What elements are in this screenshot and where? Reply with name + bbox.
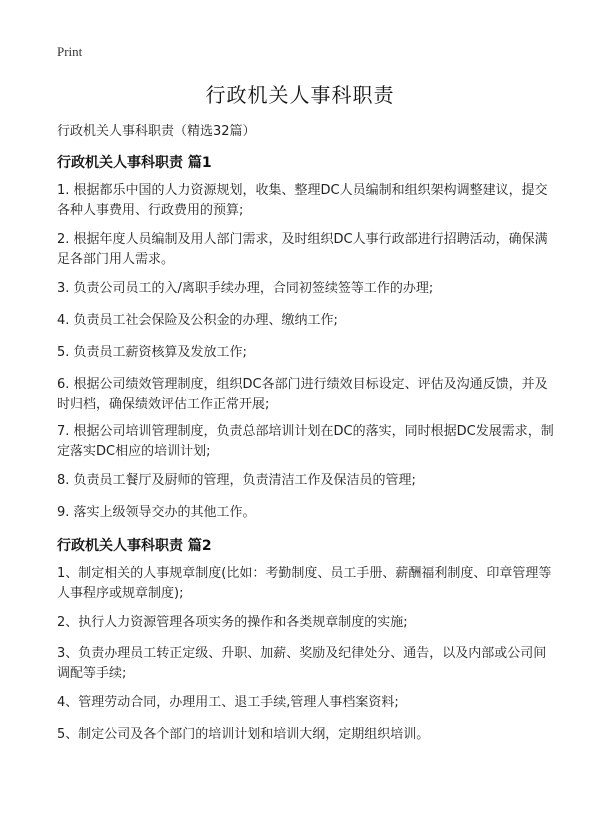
section-1-item-3: 3. 负责公司员工的入/离职手续办理，合同初签续签等工作的办理; bbox=[57, 281, 434, 296]
section-2-item-3: 3、负责办理员工转正定级、升职、加薪、奖励及纪律处分、通告，以及内部或公司间调配等手续; bbox=[57, 646, 547, 681]
section-2-item-5: 5、制定公司及各个部门的培训计划和培训大纲，定期组织培训。 bbox=[57, 727, 430, 742]
section-1-item-2: 2. 根据年度人员编制及用人部门需求，及时组织DC人事行政部进行招聘活动，确保满足各部门用人需求。 bbox=[57, 232, 548, 267]
document-title: 行政机关人事科职责 bbox=[205, 83, 395, 107]
print-link[interactable]: Print bbox=[57, 44, 83, 59]
section-1-item-8: 8. 负责员工餐厅及厨师的管理，负责清洁工作及保洁员的管理; bbox=[57, 473, 416, 488]
section-1-item-4: 4. 负责员工社会保险及公积金的办理、缴纳工作; bbox=[57, 313, 338, 328]
section-1-item-5: 5. 负责员工薪资核算及发放工作; bbox=[57, 345, 247, 360]
section-2-title: 行政机关人事科职责 篇2 bbox=[57, 538, 212, 554]
section-1-item-6: 6. 根据公司绩效管理制度，组织DC各部门进行绩效目标设定、评估及沟通反馈，并及时归档，确保绩效评估工作正常开展; bbox=[57, 377, 548, 412]
section-2-item-4: 4、管理劳动合同，办理用工、退工手续,管理人事档案资料; bbox=[57, 695, 399, 710]
section-1-item-9: 9. 落实上级领导交办的其他工作。 bbox=[57, 505, 256, 520]
section-1-item-7: 7. 根据公司培训管理制度，负责总部培训计划在DC的落实，同时根据DC发展需求，制定落实DC相应的培训计划; bbox=[57, 424, 554, 459]
section-1-title: 行政机关人事科职责 篇1 bbox=[57, 155, 212, 171]
section-2-item-1: 1、制定相关的人事规章制度(比如：考勤制度、员工手册、薪酬福利制度、印章管理等人事程序或规章制度); bbox=[57, 566, 552, 601]
section-2-item-2: 2、执行人力资源管理各项实务的操作和各类规章制度的实施; bbox=[57, 615, 408, 630]
section-1-item-1: 1. 根据都乐中国的人力资源规划，收集、整理DC人员编制和组织架构调整建议，提交各种人事费用、行政费用的预算; bbox=[57, 183, 548, 218]
document-subtitle: 行政机关人事科职责（精选32篇） bbox=[57, 124, 256, 139]
